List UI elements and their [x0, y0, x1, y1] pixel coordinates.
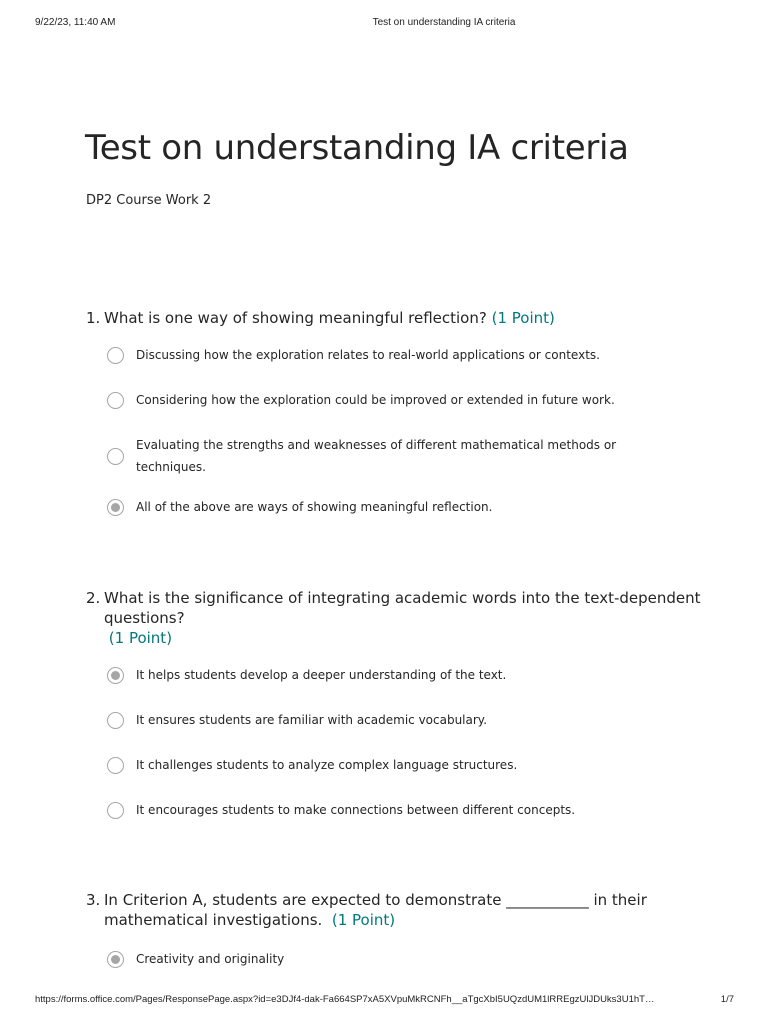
form-title: Test on understanding IA criteria	[85, 128, 629, 168]
question-1	[86, 308, 706, 514]
question-number: 2.	[86, 589, 101, 607]
option-label[interactable]: It helps students develop a deeper understanding of the text.	[136, 668, 507, 682]
radio-button[interactable]	[107, 757, 124, 774]
print-datetime: 9/22/23, 11:40 AM	[35, 17, 116, 28]
question-3	[86, 890, 706, 966]
question-header	[86, 588, 706, 648]
question-points: (1 Point)	[108, 629, 173, 647]
radio-button[interactable]	[107, 802, 124, 819]
radio-button-selected[interactable]	[107, 499, 124, 516]
option-label[interactable]: Considering how the exploration could be improved or extended in future work.	[136, 393, 615, 407]
option-label[interactable]: It ensures students are familiar with academic vocabulary.	[136, 713, 488, 727]
form-subtitle: DP2 Course Work 2	[86, 193, 212, 208]
question-points: (1 Point)	[491, 309, 555, 327]
question-number: 1.	[86, 309, 101, 327]
question-header	[86, 308, 706, 328]
option-label[interactable]: Discussing how the exploration relates to real-world applications or contexts.	[136, 348, 600, 362]
question-number: 3.	[86, 891, 101, 909]
radio-button-selected[interactable]	[107, 951, 124, 968]
option-label[interactable]: It challenges students to analyze complex language structures.	[136, 758, 518, 772]
radio-button[interactable]	[107, 347, 124, 364]
radio-button[interactable]	[107, 712, 124, 729]
option-label[interactable]: It encourages students to make connections between different concepts.	[136, 803, 576, 817]
print-header	[0, 17, 768, 31]
question-text: What is one way of showing meaningful reflection?	[104, 309, 487, 327]
option-label[interactable]: Evaluating the strengths and weaknesses of different mathematical methods or techniques.	[136, 438, 617, 474]
question-header	[86, 890, 706, 930]
print-url: https://forms.office.com/Pages/ResponsePage.aspx?id=e3DJf4-dak-Fa664SP7xA5XVpuMkRCNFh__aTgcXbI5UQzdUM1lRREgzUlJDUks3U1hT…	[35, 994, 655, 1005]
option-label[interactable]: Creativity and originality	[136, 952, 285, 966]
question-text: What is the significance of integrating academic words into the text-dependent questions?	[104, 589, 701, 627]
radio-button-selected[interactable]	[107, 667, 124, 684]
print-footer	[0, 994, 768, 1008]
question-text: In Criterion A, students are expected to demonstrate ___________ in their mathematical investigations.	[104, 891, 647, 929]
question-2	[86, 588, 706, 817]
option-label[interactable]: All of the above are ways of showing meaningful reflection.	[136, 500, 493, 514]
print-doc-title: Test on understanding IA criteria	[372, 17, 516, 28]
question-points: (1 Point)	[331, 911, 396, 929]
page-number: 1/7	[720, 994, 734, 1005]
radio-button[interactable]	[107, 392, 124, 409]
radio-button[interactable]	[107, 448, 124, 465]
